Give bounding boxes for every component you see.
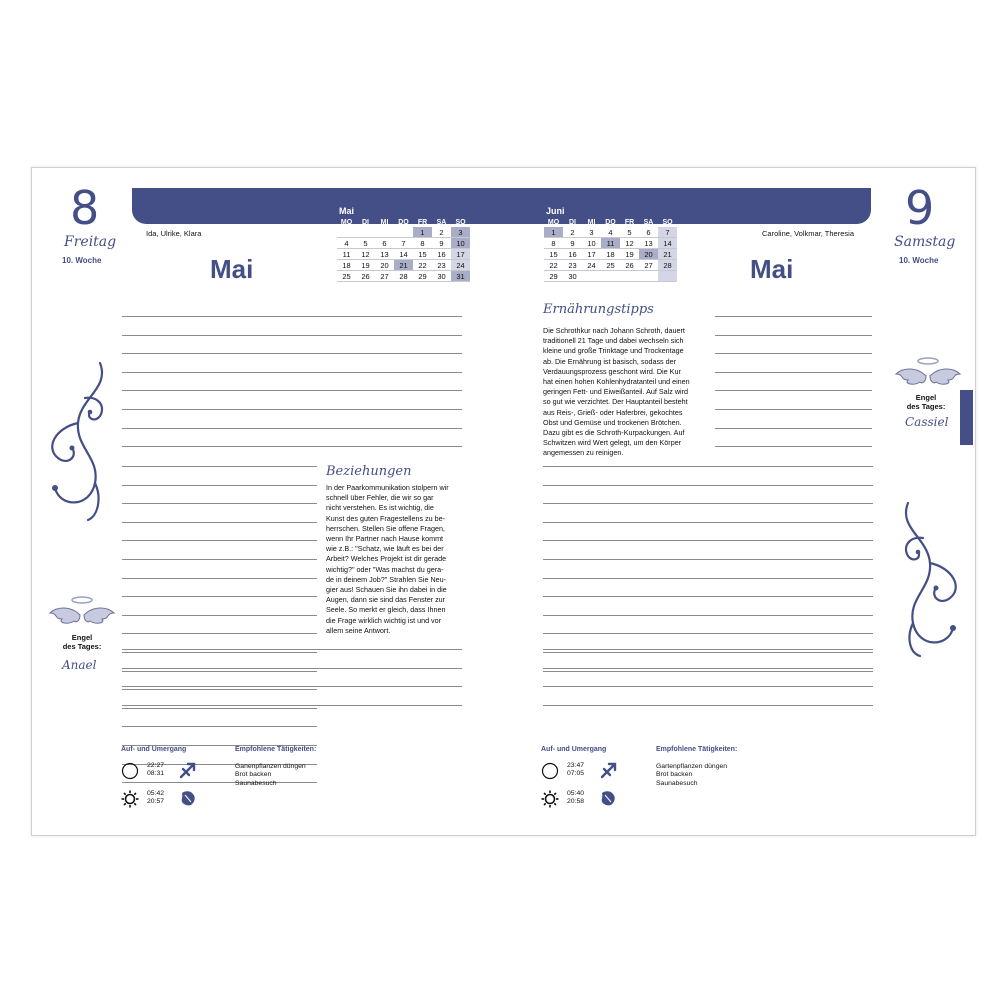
note-line[interactable] (715, 372, 872, 373)
right-sunmoon-title: Auf- und Umergang (541, 746, 607, 753)
calendar-day: 21 (658, 249, 677, 260)
note-line[interactable] (543, 615, 873, 616)
left-week: 10. Woche (62, 256, 102, 265)
moon-circle-icon (121, 762, 139, 780)
weekday-header: MO (340, 219, 353, 226)
angel-label-line: des Tages: (906, 402, 946, 411)
calendar-day: 11 (601, 238, 620, 249)
note-line[interactable] (122, 652, 317, 653)
note-line[interactable] (715, 428, 872, 429)
calendar-day: 20 (639, 249, 658, 260)
article-line: ab. Die Ernährung ist basisch, sodass der (543, 356, 677, 366)
note-line[interactable] (122, 503, 317, 504)
article-line: Dazu gibt es die Schroth-Kurpackungen. Auf (543, 428, 685, 438)
left-sunmoon-title: Auf- und Umergang (121, 746, 187, 753)
calendar-day: 16 (563, 249, 582, 260)
activity-item: Brot backen (235, 771, 272, 779)
article-line: allem seine Antwort. (326, 625, 391, 635)
calendar-day: 14 (394, 249, 413, 260)
note-line[interactable] (122, 540, 317, 541)
note-line[interactable] (122, 689, 317, 690)
angel-label-line: des Tages: (62, 642, 102, 651)
right-activities-list (656, 763, 727, 788)
note-line[interactable] (122, 705, 462, 706)
sagittarius-icon (178, 760, 198, 780)
calendar-day: 12 (620, 238, 639, 249)
right-article-body (543, 326, 713, 459)
calendar-day: 3 (451, 227, 470, 238)
article-line: wie z.B.: "Schatz, wie läuft es bei der (326, 544, 444, 554)
leaf-icon (599, 789, 617, 807)
calendar-day: 13 (639, 238, 658, 249)
right-angel-name: Cassiel (905, 415, 949, 429)
note-line[interactable] (543, 705, 873, 706)
sun-icon (121, 790, 139, 808)
weekday-header: DO (605, 219, 616, 226)
calendar-day: 22 (413, 260, 432, 271)
leaf-icon (179, 789, 197, 807)
weekday-header: FR (624, 219, 635, 226)
calendar-day (356, 227, 375, 238)
article-line: hat einen hohen Kohlenhydratanteil und einen (543, 377, 690, 387)
note-line[interactable] (715, 409, 872, 410)
note-line[interactable] (122, 372, 462, 373)
right-calendar-grid (544, 218, 677, 282)
calendar-day: 8 (413, 238, 432, 249)
sagittarius-icon (599, 760, 619, 780)
left-activities-title: Empfohlene Tätigkeiten: (235, 746, 317, 753)
moon-set-time: 07:05 (567, 770, 585, 778)
angel-label-line: Engel (915, 393, 937, 402)
left-day-name: Freitag (64, 234, 117, 250)
angel-wings-icon (894, 354, 962, 392)
calendar-day: 28 (658, 260, 677, 271)
note-line[interactable] (543, 633, 873, 634)
note-line[interactable] (122, 316, 462, 317)
note-line[interactable] (543, 652, 873, 653)
left-month-title: Mai (210, 254, 254, 284)
note-line[interactable] (715, 446, 872, 447)
calendar-day: 28 (394, 271, 413, 282)
calendar-day: 4 (601, 227, 620, 238)
calendar-day: 10 (451, 238, 470, 249)
sun-icon (541, 790, 559, 808)
calendar-day: 19 (356, 260, 375, 271)
calendar-day: 24 (582, 260, 601, 271)
article-line: Augen, dann sie sind das Fenster zur (326, 595, 446, 605)
calendar-day (601, 271, 620, 282)
article-line: de in deinem Job?" Strahlen Sie Neu- (326, 574, 447, 584)
calendar-day: 31 (451, 271, 470, 282)
article-line: Schwitzen wird Wert gelegt, um den Körper (543, 438, 682, 448)
note-line[interactable] (122, 485, 317, 486)
calendar-day: 1 (413, 227, 432, 238)
activity-item: Gartenpflanzen düngen (656, 763, 728, 770)
note-line[interactable] (543, 578, 873, 579)
note-line[interactable] (122, 446, 462, 447)
note-line[interactable] (122, 649, 462, 650)
article-line: gier aus! Schauen Sie ihn dabei in die (326, 585, 447, 595)
calendar-day: 13 (375, 249, 394, 260)
moon-set-time: 08:31 (147, 770, 165, 778)
right-sun-times (567, 790, 584, 807)
article-line: Die Schrothkur nach Johann Schroth, dauert (543, 326, 685, 335)
note-line[interactable] (122, 559, 317, 560)
left-mini-calendar (337, 208, 470, 288)
weekday-header: DI (362, 219, 369, 226)
angel-wings-icon (48, 593, 116, 631)
right-mini-calendar (544, 208, 677, 288)
left-article-body (326, 483, 466, 636)
note-line[interactable] (122, 596, 317, 597)
calendar-day: 7 (394, 238, 413, 249)
note-line[interactable] (122, 633, 317, 634)
weekday-header: SA (436, 219, 447, 226)
article-line: die Frage wirklich wichtig ist und vor (326, 615, 442, 625)
calendar-day: 25 (337, 271, 356, 282)
calendar-day: 4 (337, 238, 356, 249)
note-line[interactable] (122, 466, 317, 467)
calendar-day: 1 (544, 227, 563, 238)
calendar-day (375, 227, 394, 238)
calendar-day: 15 (544, 249, 563, 260)
angel-label-line: Engel (71, 633, 93, 642)
calendar-day: 3 (582, 227, 601, 238)
article-line: nicht verstehen. Es ist wichtig, die (326, 503, 434, 513)
calendar-day: 23 (432, 260, 451, 271)
calendar-day: 14 (658, 238, 677, 249)
calendar-day: 7 (658, 227, 677, 238)
right-calendar-title: Juni (546, 206, 565, 216)
activity-item: Brot backen (656, 771, 693, 779)
calendar-day: 29 (413, 271, 432, 282)
weekday-header: SO (662, 219, 673, 226)
right-month-title: Mai (750, 254, 794, 284)
left-article-heading: Beziehungen (326, 464, 412, 479)
note-line[interactable] (543, 485, 873, 486)
calendar-day: 2 (563, 227, 582, 238)
moon-rise-time: 22:27 (147, 762, 165, 769)
article-line: Kunst des guten Fragestellens zu be- (326, 513, 446, 523)
calendar-day (394, 227, 413, 238)
calendar-day: 9 (432, 238, 451, 249)
calendar-day: 24 (451, 260, 470, 271)
right-name-days: Caroline, Volkmar, Theresia (762, 229, 854, 238)
sun-rise-time: 05:40 (567, 790, 585, 797)
right-article-heading: Ernährungstipps (543, 302, 654, 317)
note-line[interactable] (543, 559, 873, 560)
note-line[interactable] (122, 671, 317, 672)
calendar-day: 8 (544, 238, 563, 249)
right-day-number: 9 (905, 181, 935, 235)
calendar-day: 18 (337, 260, 356, 271)
calendar-day: 6 (375, 238, 394, 249)
calendar-day: 15 (413, 249, 432, 260)
activity-item: Ganenpflanzen düngen (235, 763, 306, 770)
weekday-header: SA (643, 219, 654, 226)
sun-set-time: 20:58 (567, 798, 585, 806)
note-line[interactable] (122, 335, 462, 336)
calendar-day (582, 271, 601, 282)
left-sun-times (147, 790, 164, 807)
swirl-ornament-icon (40, 358, 110, 523)
article-line: aus Reis-, Grieß- oder Haferbrei, gekochtes (543, 407, 683, 417)
left-angel-name: Anael (62, 658, 97, 672)
calendar-day (639, 271, 658, 282)
article-line: schnell über Fehler, die wir so gar (326, 493, 434, 503)
note-line[interactable] (543, 671, 873, 672)
article-line: kleine und große Trinktage und Trockentage (543, 346, 684, 356)
calendar-day (620, 271, 639, 282)
note-line[interactable] (543, 466, 873, 467)
calendar-day: 5 (356, 238, 375, 249)
note-line[interactable] (715, 353, 872, 354)
note-line[interactable] (122, 578, 317, 579)
article-line: wenn Ihr Partner nach Hause kommt (326, 534, 444, 544)
left-day-number: 8 (70, 181, 100, 235)
left-calendar-grid (337, 218, 470, 282)
article-line: wichtig?" oder "Was machst du gera- (326, 564, 444, 574)
left-calendar-title: Mai (339, 206, 355, 216)
calendar-day: 30 (432, 271, 451, 282)
note-line[interactable] (715, 335, 872, 336)
left-activities-list (235, 763, 306, 788)
note-line[interactable] (122, 409, 462, 410)
calendar-day: 19 (620, 249, 639, 260)
calendar-day: 2 (432, 227, 451, 238)
note-line[interactable] (715, 316, 872, 317)
sun-rise-time: 05:42 (147, 790, 165, 797)
calendar-day: 30 (563, 271, 582, 282)
calendar-day: 10 (582, 238, 601, 249)
note-line[interactable] (543, 540, 873, 541)
calendar-day: 5 (620, 227, 639, 238)
right-angel-label (902, 393, 950, 411)
note-line[interactable] (543, 686, 873, 687)
calendar-day: 25 (601, 260, 620, 271)
activity-item: Saunabesuch (235, 779, 277, 787)
article-line: herrschen. Stellen Sie offene Fragen, (326, 523, 445, 533)
note-line[interactable] (122, 708, 317, 709)
article-line: angemessen zu reinigen. (543, 448, 624, 458)
left-moon-times (147, 762, 164, 779)
note-line[interactable] (122, 615, 317, 616)
article-line: so gut wie verzichtet. Der Hauptanteil besteht (543, 397, 688, 407)
note-line[interactable] (122, 726, 317, 727)
calendar-day: 27 (375, 271, 394, 282)
calendar-day: 27 (639, 260, 658, 271)
note-line[interactable] (122, 522, 317, 523)
calendar-day: 26 (620, 260, 639, 271)
calendar-day (337, 227, 356, 238)
calendar-day: 20 (375, 260, 394, 271)
calendar-day: 22 (544, 260, 563, 271)
right-week: 10. Woche (899, 256, 939, 265)
weekday-header: MI (380, 219, 389, 226)
right-day-name: Samstag (894, 234, 956, 250)
note-line[interactable] (122, 686, 462, 687)
weekday-header: DO (398, 219, 409, 226)
calendar-day: 18 (601, 249, 620, 260)
sun-set-time: 20:57 (147, 798, 165, 806)
weekday-header: MO (547, 219, 560, 226)
calendar-day: 6 (639, 227, 658, 238)
article-line: geringen Fett- und Eiweißanteil. Auf Salz wird (543, 387, 689, 397)
swirl-ornament-icon (898, 498, 968, 658)
calendar-day: 21 (394, 260, 413, 271)
note-line[interactable] (543, 668, 873, 669)
right-moon-times (567, 762, 584, 779)
calendar-day: 11 (337, 249, 356, 260)
article-line: In der Paarkommunikation stolpern wir (326, 483, 449, 492)
note-line[interactable] (543, 596, 873, 597)
moon-circle-icon (541, 762, 559, 780)
note-line[interactable] (543, 649, 873, 650)
article-line: Seele. So merkt er gleich, dass Ihnen (326, 605, 446, 615)
header-bar (132, 188, 871, 224)
article-line: Obst und Gemüse und trockenen Brötchen. (543, 417, 682, 427)
article-line: traditionell 21 Tage und dabei wechseln sich (543, 336, 684, 346)
left-name-days: Ida, Ulrike, Klara (146, 229, 202, 238)
note-line[interactable] (122, 428, 462, 429)
calendar-day: 23 (563, 260, 582, 271)
note-line[interactable] (122, 390, 462, 391)
note-line[interactable] (715, 390, 872, 391)
calendar-day: 29 (544, 271, 563, 282)
weekday-header: DI (569, 219, 576, 226)
planner-spread (31, 167, 976, 836)
note-line[interactable] (543, 503, 873, 504)
activity-item: Saunabesuch (656, 779, 698, 787)
article-line: Verdauungsprozess geschont wird. Die Kur (543, 366, 681, 376)
calendar-day (658, 271, 677, 282)
left-angel-label (62, 633, 102, 651)
weekday-header: MI (587, 219, 596, 226)
note-line[interactable] (543, 522, 873, 523)
moon-rise-time: 23:47 (567, 762, 585, 769)
weekday-header: SO (455, 219, 466, 226)
calendar-day: 26 (356, 271, 375, 282)
weekday-header: FR (417, 219, 428, 226)
note-line[interactable] (122, 353, 462, 354)
calendar-day: 9 (563, 238, 582, 249)
article-line: Arbeit? Welches Projekt ist dir gerade (326, 554, 447, 564)
calendar-day: 12 (356, 249, 375, 260)
note-line[interactable] (122, 668, 462, 669)
right-activities-title: Empfohlene Tätigkeiten: (656, 746, 738, 753)
register-tab[interactable] (960, 390, 973, 445)
calendar-day: 17 (582, 249, 601, 260)
calendar-day: 17 (451, 249, 470, 260)
calendar-day: 16 (432, 249, 451, 260)
